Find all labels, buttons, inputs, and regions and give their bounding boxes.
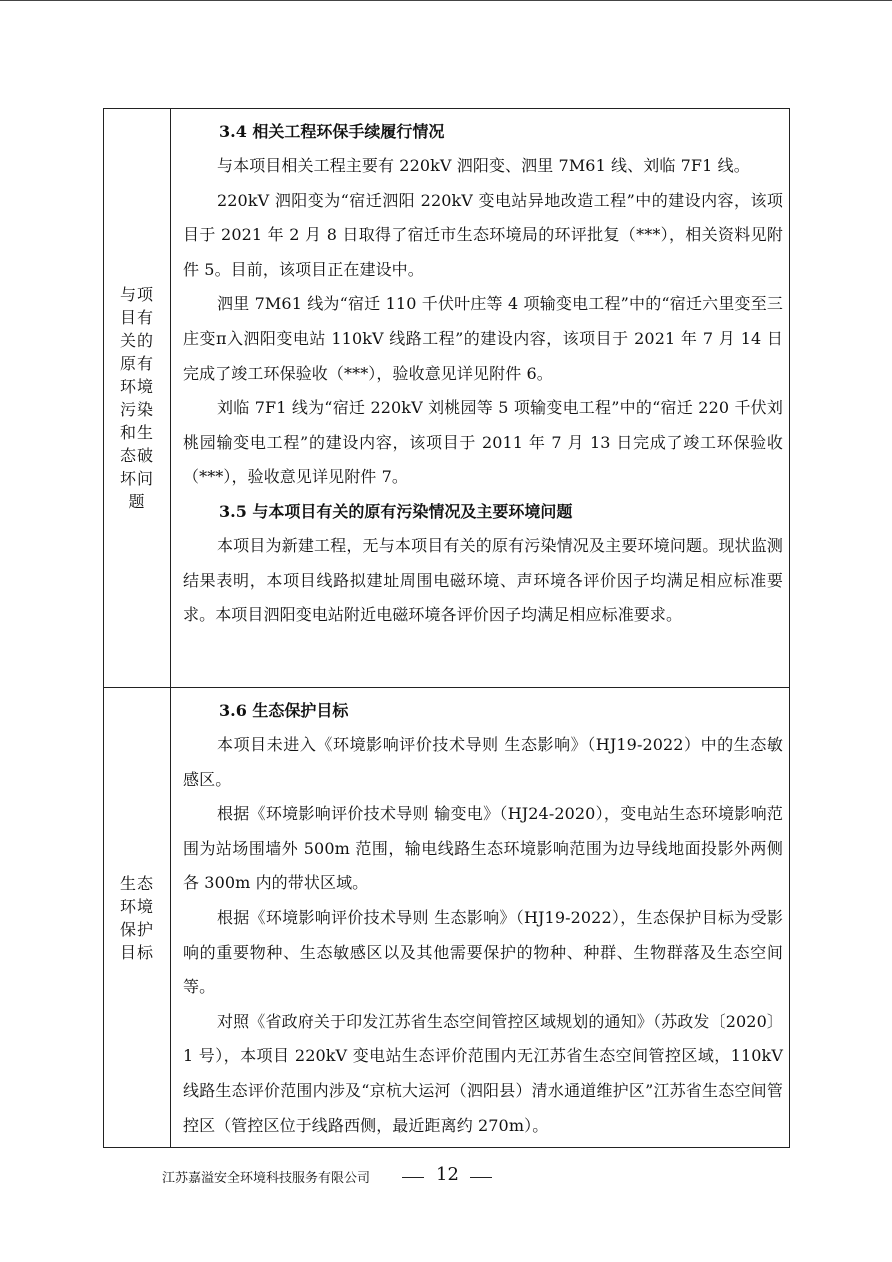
footer-dash-left xyxy=(402,1177,424,1178)
paragraph: 与本项目相关工程主要有 220kV 泗阳变、泗里 7M61 线、刘临 7F1 线。 xyxy=(217,156,750,175)
row-label-cell xyxy=(104,109,171,688)
table-row-eco-protection xyxy=(104,688,790,1148)
paragraph: 本项目为新建工程，无与本项目有关的原有污染情况及主要环境问题。现状监测结果表明，本项目线路拟建址周围电磁环境、声环境各评价因子均满足相应标准要求。本项目泗阳变电站附近电磁环境各评价因子均满足相应标准要求。 xyxy=(183,535,783,625)
paragraph: 根据《环境影响评价技术导则 生态影响》（HJ19-2022），生态保护目标为受影响的重要物种、生态敏感区以及其他需要保护的物种、种群、生物群落及生态空间等。 xyxy=(183,907,783,997)
row-label-eco-protection: 生态环境保护目标 xyxy=(119,873,154,962)
paragraph: 对照《省政府关于印发江苏省生态空间管控区域规划的通知》（苏政发〔2020〕1 号），本项目 220kV 变电站生态评价范围内无江苏省生态空间管控区域，110kV 线路生态评价范围内涉及“京杭大运河（泗阳县）清水通道维护区”江苏省生态空间管控区（管控区位于线路西侧，最近距离约 270m）。 xyxy=(183,1011,783,1135)
paragraph: 220kV 泗阳变为“宿迁泗阳 220kV 变电站异地改造工程”中的建设内容，该项目于 2021 年 2 月 8 日取得了宿迁市生态环境局的环评批复（***），相关资料见附件 5。目前，该项目正在建设中。 xyxy=(183,190,783,279)
page-top-rule xyxy=(0,0,892,1)
page-number: 12 xyxy=(436,1164,459,1185)
report-table xyxy=(103,108,790,1148)
section-heading-3-4: 3.4 相关工程环保手续履行情况 xyxy=(219,122,445,141)
row-label-cell xyxy=(104,688,171,1148)
section-heading-3-5: 3.5 与本项目有关的原有污染情况及主要环境问题 xyxy=(219,501,573,521)
footer-dash-right xyxy=(470,1177,492,1178)
page-footer xyxy=(162,1164,762,1188)
paragraph: 刘临 7F1 线为“宿迁 220kV 刘桃园等 5 项输变电工程”中的“宿迁 220 千伏刘桃园输变电工程”的建设内容，该项目于 2011 年 7 月 13 日完成了竣工环保验收（***），验收意见详见附件 7。 xyxy=(183,398,783,487)
paragraph: 根据《环境影响评价技术导则 输变电》（HJ24-2020），变电站生态环境影响范围为站场围墙外 500m 范围，输电线路生态环境影响范围为边导线地面投影外两侧各 300m 内的带状区域。 xyxy=(183,804,783,893)
paragraph: 泗里 7M61 线为“宿迁 110 千伏叶庄等 4 项输变电工程”中的“宿迁六里变至三庄变π入泗阳变电站 110kV 线路工程”的建设内容，该项目于 2021 年 7 月 14 日完成了竣工环保验收（***），验收意见详见附件 6。 xyxy=(183,294,783,383)
footer-company: 江苏嘉溢安全环境科技服务有限公司 xyxy=(162,1171,371,1186)
row-content-cell xyxy=(171,109,790,688)
section-heading-3-6: 3.6 生态保护目标 xyxy=(219,701,349,720)
row-content-cell xyxy=(171,688,790,1148)
row-label-original-pollution: 与项目有关的原有环境污染和生态破坏问题 xyxy=(119,285,154,511)
paragraph: 本项目未进入《环境影响评价技术导则 生态影响》（HJ19-2022）中的生态敏感区。 xyxy=(183,735,783,789)
table-row-original-pollution xyxy=(104,109,790,688)
